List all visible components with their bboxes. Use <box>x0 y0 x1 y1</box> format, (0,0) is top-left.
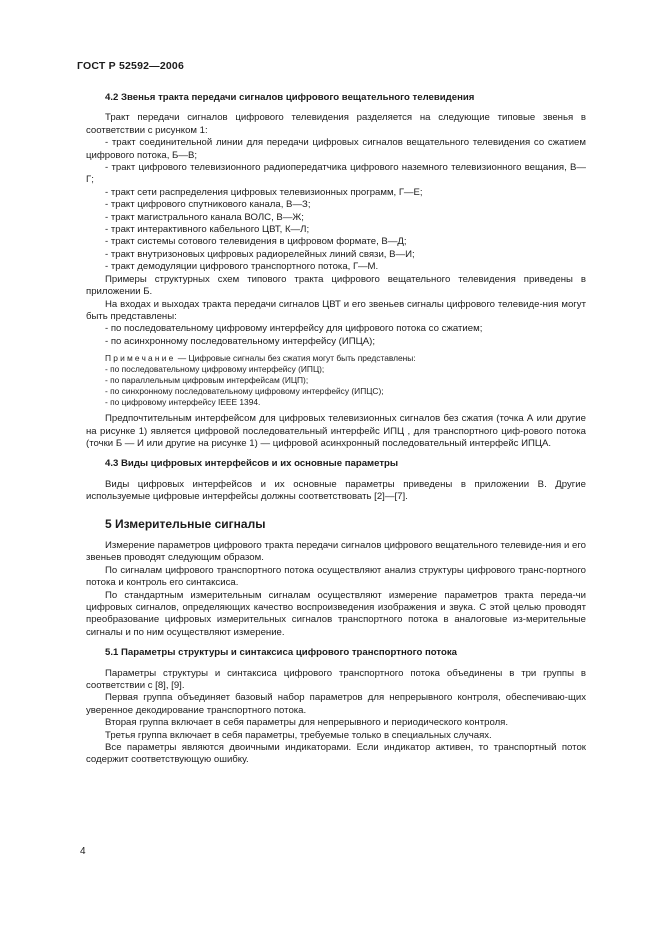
list-item: - тракт сети распределения цифровых телевизионных программ, Г—Е; <box>105 186 423 198</box>
list-item: - тракт демодуляции цифрового транспортного потока, Г—М. <box>105 261 379 273</box>
section-4-2-heading: 4.2 Звенья тракта передачи сигналов цифрового вещательного телевидения <box>105 92 475 103</box>
paragraph: Измерение параметров цифрового тракта передачи сигналов цифрового вещательного телевиде-ния и его звеньев проводят следующим образом. <box>86 539 586 564</box>
note-item: - по цифровому интерфейсу IEEE 1394. <box>105 397 261 408</box>
note-label: Примечание <box>105 353 176 364</box>
section-5-1-heading: 5.1 Параметры структуры и синтаксиса цифрового транспортного потока <box>105 647 457 659</box>
list-item: - тракт соединительной линии для передачи цифровых сигналов вещательного телевидения со сжатием цифрового потока, Б—В; <box>86 137 586 161</box>
paragraph: Третья группа включает в себя параметры, требуемые только в специальных случаях. <box>105 729 492 741</box>
paragraph: По сигналам цифрового транспортного потока осуществляют анализ структуры цифрового транс-портного потока и контроль его синтаксиса. <box>86 564 586 589</box>
page-number: 4 <box>80 846 86 857</box>
note-item: - по синхронному последовательному цифровому интерфейсу (ИПЦС); <box>105 386 384 397</box>
paragraph: На входах и выходах тракта передачи сигналов ЦВТ и его звеньев сигналы цифрового телевиде-ния могут быть представлены: <box>86 298 586 322</box>
page-content <box>86 92 586 767</box>
list-item: - тракт системы сотового телевидения в цифровом формате, В—Д; <box>105 236 407 248</box>
paragraph: Параметры структуры и синтаксиса цифрового транспортного потока объединены в три группы в соответствии с [8], [9]. <box>86 667 586 692</box>
list-item: - тракт внутризоновых цифровых радиорелейных линий связи, В—И; <box>105 248 415 260</box>
paragraph: Виды цифровых интерфейсов и их основные параметры приведены в приложении В. Другие используемые цифровые интерфейсы должны соответствовать [2]—[7]. <box>86 478 586 503</box>
note-item: - по последовательному цифровому интерфейсу (ИПЦ); <box>105 364 325 375</box>
list-item: - тракт цифрового спутникового канала, В—З; <box>105 199 311 211</box>
paragraph: Первая группа объединяет базовый набор параметров для непрерывного контроля, обеспечиваю-щих уверенное декодирование транспортного потока. <box>86 692 586 716</box>
paragraph: Все параметры являются двоичными индикаторами. Если индикатор активен, то транспортный поток содержит соответствующую ошибку. <box>86 742 586 766</box>
note-item: - по параллельным цифровым интерфейсам (ИЦП); <box>105 375 309 386</box>
section-5-heading: 5 Измерительные сигналы <box>105 516 266 531</box>
list-item: - тракт магистрального канала ВОЛС, В—Ж; <box>105 211 304 223</box>
paragraph: Предпочтительным интерфейсом для цифровых телевизионных сигналов без сжатия (точка А или другие на рисунке 1) является цифровой последовательный интерфейс ИПЦ , для транспортного циф-рового потока (точки Б — И или другие на рисунке 1) — цифровой асинхронный последовательный интерфейс ИПЦА. <box>86 413 586 449</box>
list-item: - по асинхронному последовательному интерфейсу (ИПЦА); <box>105 335 376 347</box>
note-text: — Цифровые сигналы без сжатия могут быть представлены: <box>175 353 416 364</box>
list-item: - по последовательному цифровому интерфейсу для цифрового потока со сжатием; <box>105 323 483 335</box>
note <box>86 353 586 364</box>
list-item: - тракт цифрового телевизионного радиопередатчика цифрового наземного телевизионного вещания, В—Г; <box>86 162 586 186</box>
section-4-3-heading: 4.3 Виды цифровых интерфейсов и их основные параметры <box>105 458 399 470</box>
list-item: - тракт интерактивного кабельного ЦВТ, К—Л; <box>105 224 310 236</box>
paragraph: Тракт передачи сигналов цифрового телевидения разделяется на следующие типовые звенья в соответствии с рисунком 1: <box>86 112 586 136</box>
document-header: ГОСТ Р 52592—2006 <box>77 60 185 72</box>
paragraph: По стандартным измерительным сигналам осуществляют измерение параметров тракта переда-чи цифровых сигналов, определяющих качество воспроизведения изображения и звука. С этой целью проводят преобразование цифровых измерительных сигналов транспортного потока в аналоговые из-мерительные сигналы и по ним осуществляют измерение. <box>86 589 586 638</box>
paragraph: Примеры структурных схем типового тракта цифрового вещательного телевидения приведены в приложении Б. <box>86 273 586 298</box>
paragraph: Вторая группа включает в себя параметры для непрерывного и периодического контроля. <box>105 717 509 729</box>
